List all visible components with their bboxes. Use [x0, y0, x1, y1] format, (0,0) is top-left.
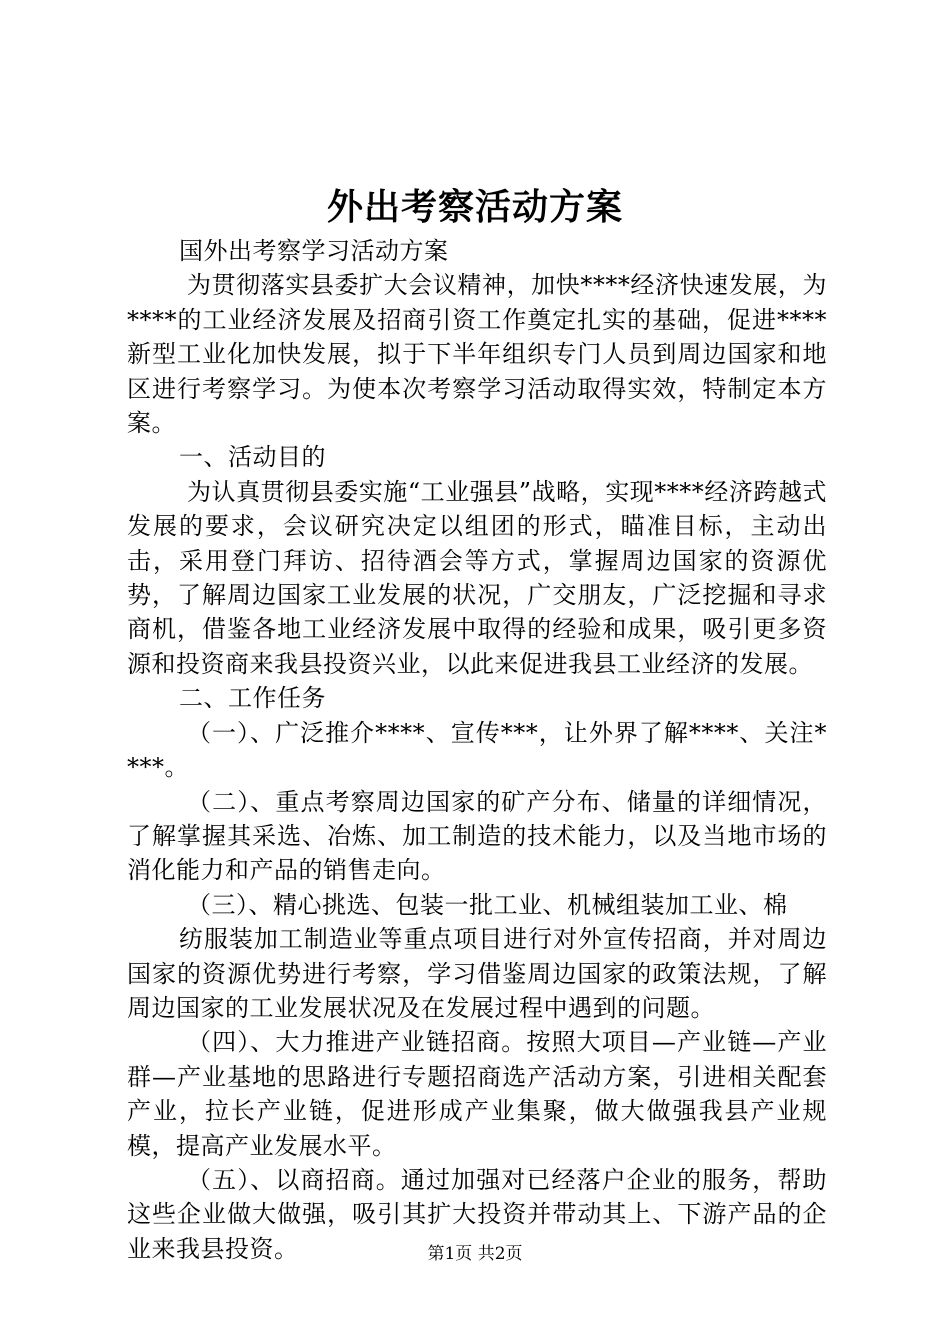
- document-subtitle: 国外出考察学习活动方案: [179, 237, 449, 265]
- section1-heading: 一、活动目的: [179, 443, 326, 472]
- task5-paragraph: （五）、以商招商。通过加强对已经落户企业的服务，帮助这些企业做大做强，吸引其扩大投资并带动其上、下游产品的企业来我县投资。: [127, 1165, 827, 1263]
- document-body: [127, 234, 827, 1266]
- intro-paragraph: 为贯彻落实县委扩大会议精神，加快****经济快速发展，为****的工业经济发展及招商引资工作奠定扎实的基础，促进****新型工业化加快发展，拟于下半年组织专门人员到周边国家和地区进行考察学习。为使本次考察学习活动取得实效，特制定本方案。: [127, 271, 827, 438]
- task3-paragraph: 纺服装加工制造业等重点项目进行对外宣传招商，并对周边国家的资源优势进行考察，学习借鉴周边国家的政策法规，了解周边国家的工业发展状况及在发展过程中遇到的问题。: [127, 925, 827, 1022]
- task1-paragraph: （一）、广泛推介****、宣传***，让外界了解****、关注****。: [127, 718, 827, 782]
- section2-heading: 二、工作任务: [179, 684, 326, 713]
- task3-line1: （三）、精心挑选、包装一批工业、机械组装加工业、棉: [187, 890, 788, 919]
- task4-paragraph: （四）、大力推进产业链招商。按照大项目—产业链—产业群—产业基地的思路进行专题招商选产活动方案，引进相关配套产业，拉长产业链，促进形成产业集聚，做大做强我县产业规模，提高产业发展水平。: [127, 1028, 827, 1160]
- task2-paragraph: （二）、重点考察周边国家的矿产分布、储量的详细情况，了解掌握其采选、冶炼、加工制造的技术能力，以及当地市场的消化能力和产品的销售走向。: [127, 787, 827, 885]
- page-footer: 第1页 共2页: [427, 1244, 523, 1264]
- document-title: 外出考察活动方案: [326, 186, 623, 228]
- section1-paragraph: 为认真贯彻县委实施“工业强县”战略，实现****经济跨越式发展的要求，会议研究决定以组团的形式，瞄准目标，主动出击，采用登门拜访、招待酒会等方式，掌握周边国家的资源优势，了解周边国家工业发展的状况，广交朋友，广泛挖掘和寻求商机，借鉴各地工业经济发展中取得的经验和成果，吸引更多资源和投资商来我县投资兴业，以此来促进我县工业经济的发展。: [127, 477, 827, 678]
